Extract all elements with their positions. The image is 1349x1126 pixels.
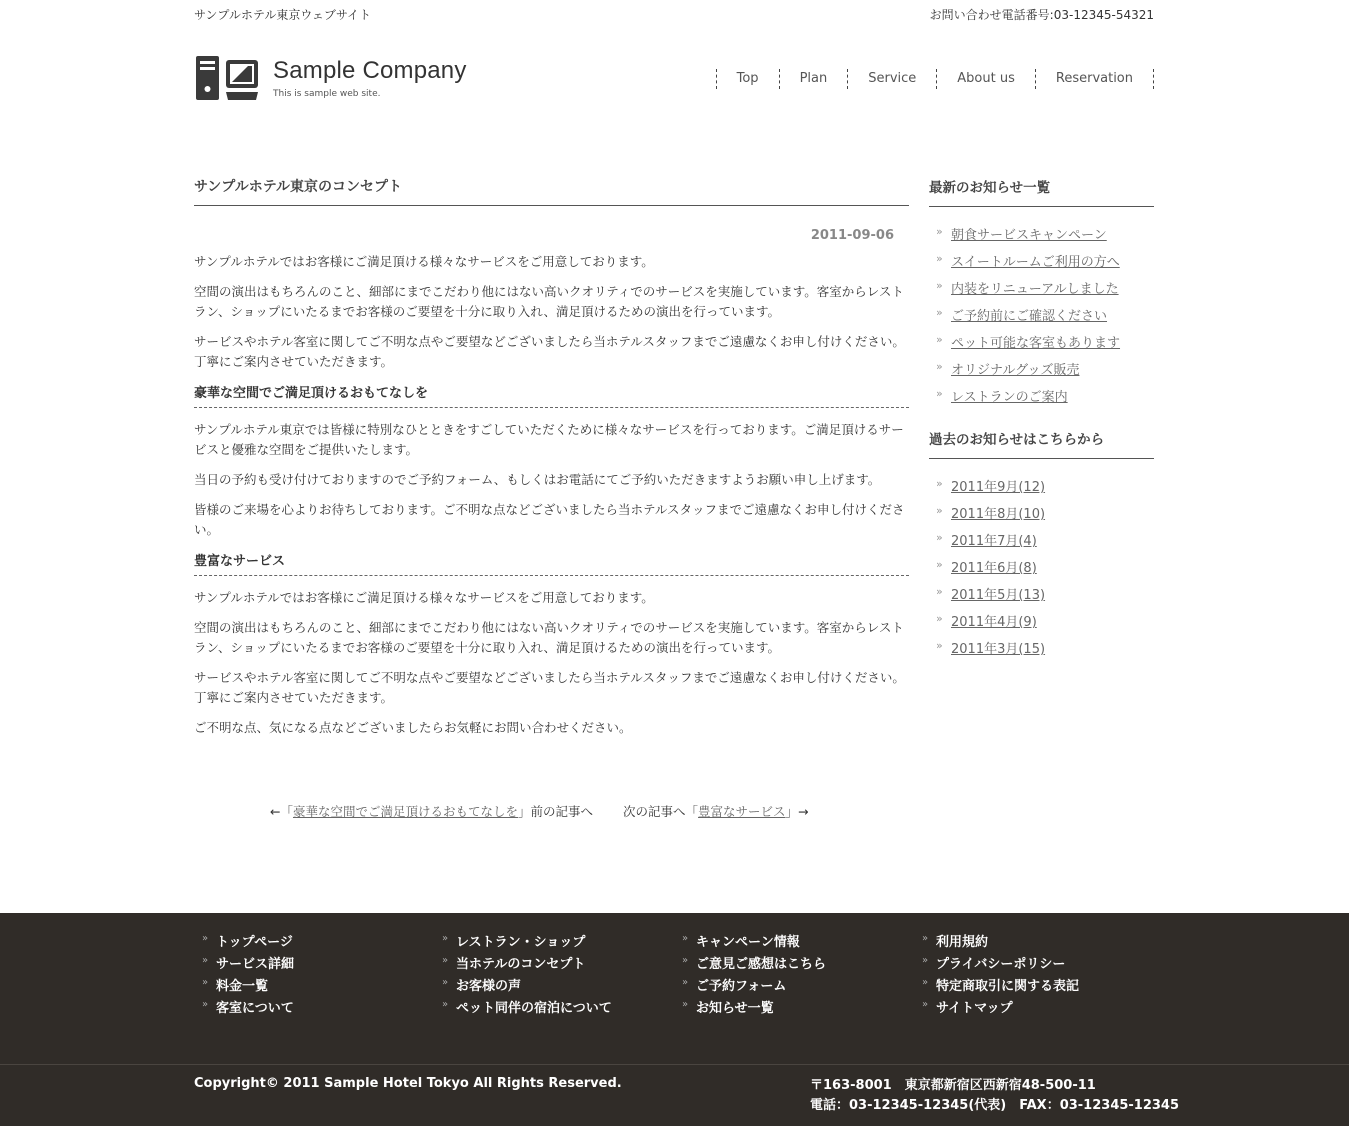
contact-numbers: 電話：03-12345-12345(代表) FAX：03-12345-12345 bbox=[810, 1098, 1180, 1113]
chevron-right-icon: » bbox=[936, 333, 943, 346]
chevron-right-icon: » bbox=[682, 977, 689, 988]
footer-link[interactable]: キャンペーン情報 bbox=[696, 935, 800, 950]
footer-link[interactable]: 客室について bbox=[216, 1001, 294, 1016]
footer-link[interactable]: ご予約フォーム bbox=[696, 979, 787, 994]
chevron-right-icon: » bbox=[936, 279, 943, 292]
footer-link[interactable]: 利用規約 bbox=[936, 935, 989, 950]
list-item bbox=[929, 224, 1154, 251]
paragraph: サービスやホテル客室に関してご不明な点やご要望などございましたら当ホテルスタッフまでご遠慮なくお申し付けください。丁寧にご案内させていただきます。 bbox=[194, 334, 905, 369]
post-navigation bbox=[270, 802, 809, 820]
footer-link[interactable]: ペット同伴の宿泊について bbox=[456, 1001, 612, 1016]
prev-post-link[interactable]: 豪華な空間でご満足頂けるおもてなしを bbox=[292, 804, 518, 819]
footer-link[interactable]: 特定商取引に関する表記 bbox=[936, 979, 1080, 994]
chevron-right-icon: » bbox=[202, 955, 209, 966]
archive-link[interactable]: 2011年3月(15) bbox=[951, 642, 1046, 657]
list-item bbox=[929, 386, 1154, 413]
chevron-right-icon: » bbox=[442, 977, 449, 988]
list-item bbox=[929, 278, 1154, 305]
chevron-right-icon: » bbox=[442, 933, 449, 944]
list-item bbox=[929, 530, 1154, 557]
footer-link[interactable]: サイトマップ bbox=[936, 1001, 1013, 1016]
chevron-right-icon: » bbox=[936, 306, 943, 319]
archive-link[interactable]: 2011年7月(4) bbox=[951, 534, 1037, 549]
chevron-right-icon: » bbox=[682, 999, 689, 1010]
news-link[interactable]: ペット可能な客室もあります bbox=[951, 336, 1121, 351]
list-item bbox=[929, 557, 1154, 584]
paragraph: サンプルホテルではお客様にご満足頂ける様々なサービスをご用意しております。 bbox=[194, 254, 654, 269]
nav-service[interactable]: Service bbox=[848, 69, 937, 89]
site-tagline: サンプルホテル東京ウェブサイト bbox=[194, 8, 372, 22]
chevron-right-icon: » bbox=[922, 933, 929, 944]
sidebar bbox=[929, 176, 1154, 665]
list-item bbox=[929, 638, 1154, 665]
footer-link[interactable]: サービス詳細 bbox=[216, 957, 295, 972]
article-intro bbox=[194, 252, 909, 372]
chevron-right-icon: » bbox=[936, 558, 943, 571]
chevron-right-icon: » bbox=[936, 585, 943, 598]
news-link[interactable]: ご予約前にご確認ください bbox=[951, 309, 1108, 324]
news-link[interactable]: オリジナルグッズ販売 bbox=[951, 363, 1080, 378]
paragraph: 空間の演出はもちろんのこと、細部にまでこだわり他にはない高いクオリティでのサービスを実施しています。客室からレストラン、ショップにいたるまでお客様のご要望を十分に取り入れ、満足頂けるための演出を行っています。 bbox=[194, 620, 904, 655]
footer-link[interactable]: お知らせ一覧 bbox=[696, 1001, 774, 1016]
next-suffix: 」→ bbox=[785, 804, 809, 819]
list-item bbox=[929, 251, 1154, 278]
nav-reservation[interactable]: Reservation bbox=[1036, 69, 1154, 89]
footer-link[interactable]: トップページ bbox=[216, 935, 293, 950]
contact-phone: お問い合わせ電話番号:03-12345-54321 bbox=[929, 8, 1154, 22]
prev-prefix: ←「 bbox=[270, 804, 293, 819]
site-logo[interactable] bbox=[194, 55, 474, 105]
footer-divider bbox=[0, 1064, 1349, 1065]
chevron-right-icon: » bbox=[936, 477, 943, 490]
chevron-right-icon: » bbox=[202, 977, 209, 988]
news-link[interactable]: 朝食サービスキャンペーン bbox=[951, 228, 1107, 243]
paragraph: 皆様のご来場を心よりお待ちしております。ご不明な点などございましたら当ホテルスタッフまでご遠慮なくお申し付けください。 bbox=[194, 502, 905, 537]
address: 〒163-8001 東京都新宿区西新宿48-500-11 bbox=[810, 1078, 1096, 1093]
site-footer bbox=[0, 913, 1349, 1126]
prev-suffix: 」前の記事へ bbox=[518, 804, 594, 819]
chevron-right-icon: » bbox=[936, 504, 943, 517]
footer-link[interactable]: お客様の声 bbox=[456, 979, 522, 994]
paragraph: サンプルホテル東京では皆様に特別なひとときをすごしていただくために様々なサービスを行っております。ご満足頂けるサービスと優雅な空間をご提供いたします。 bbox=[194, 422, 904, 457]
chevron-right-icon: » bbox=[936, 639, 943, 652]
list-item bbox=[929, 611, 1154, 638]
next-prefix: 次の記事へ「 bbox=[623, 804, 699, 819]
next-post-link[interactable]: 豊富なサービス bbox=[698, 804, 786, 819]
page-title: サンプルホテル東京のコンセプト bbox=[194, 176, 909, 206]
footer-address-block bbox=[810, 1076, 1179, 1116]
list-item bbox=[929, 332, 1154, 359]
paragraph: サービスやホテル客室に関してご不明な点やご要望などございましたら当ホテルスタッフまでご遠慮なくお申し付けください。丁寧にご案内させていただきます。 bbox=[194, 670, 905, 705]
chevron-right-icon: » bbox=[682, 933, 689, 944]
global-nav bbox=[716, 69, 1154, 89]
chevron-right-icon: » bbox=[936, 360, 943, 373]
archive-link[interactable]: 2011年8月(10) bbox=[951, 507, 1046, 522]
chevron-right-icon: » bbox=[936, 387, 943, 400]
section-heading: 豪華な空間でご満足頂けるおもてなしを bbox=[194, 382, 909, 408]
post-date: 2011-09-06 bbox=[810, 228, 894, 243]
news-link[interactable]: 内装をリニューアルしました bbox=[951, 282, 1119, 297]
paragraph: サンプルホテルではお客様にご満足頂ける様々なサービスをご用意しております。 bbox=[194, 590, 654, 605]
footer-link[interactable]: プライバシーポリシー bbox=[936, 957, 1066, 972]
logo-computer-icon bbox=[196, 56, 258, 100]
paragraph: 空間の演出はもちろんのこと、細部にまでこだわり他にはない高いクオリティでのサービスを実施しています。客室からレストラン、ショップにいたるまでお客様のご要望を十分に取り入れ、満足頂けるための演出を行っています。 bbox=[194, 284, 904, 319]
chevron-right-icon: » bbox=[936, 225, 943, 238]
logo-subtitle: This is sample web site. bbox=[273, 89, 381, 99]
footer-link[interactable]: レストラン・ショップ bbox=[456, 935, 586, 950]
chevron-right-icon: » bbox=[202, 933, 209, 944]
chevron-right-icon: » bbox=[936, 252, 943, 265]
list-item bbox=[929, 503, 1154, 530]
news-link[interactable]: レストランのご案内 bbox=[951, 390, 1068, 405]
nav-plan[interactable]: Plan bbox=[780, 69, 849, 89]
archive-link[interactable]: 2011年6月(8) bbox=[951, 561, 1037, 576]
archive-list bbox=[929, 476, 1154, 665]
section-heading: 豊富なサービス bbox=[194, 550, 909, 576]
footer-link[interactable]: ご意見ご感想はこちら bbox=[696, 957, 827, 972]
article bbox=[194, 176, 909, 748]
list-item bbox=[929, 584, 1154, 611]
news-list bbox=[929, 224, 1154, 413]
paragraph: 当日の予約も受け付けておりますのでご予約フォーム、もしくはお電話にてご予約いただきますようお願い申し上げます。 bbox=[194, 472, 881, 487]
archive-link[interactable]: 2011年5月(13) bbox=[951, 588, 1046, 603]
archive-link[interactable]: 2011年4月(9) bbox=[951, 615, 1037, 630]
list-item bbox=[929, 359, 1154, 386]
list-item bbox=[929, 476, 1154, 503]
chevron-right-icon: » bbox=[922, 999, 929, 1010]
chevron-right-icon: » bbox=[922, 955, 929, 966]
logo-name: Sample Company bbox=[273, 57, 467, 84]
paragraph: ご不明な点、気になる点などございましたらお気軽にお問い合わせください。 bbox=[194, 720, 632, 735]
chevron-right-icon: » bbox=[442, 955, 449, 966]
footer-link[interactable]: 当ホテルのコンセプト bbox=[456, 957, 586, 972]
news-heading: 最新のお知らせ一覧 bbox=[929, 176, 1154, 207]
chevron-right-icon: » bbox=[936, 612, 943, 625]
chevron-right-icon: » bbox=[936, 531, 943, 544]
chevron-right-icon: » bbox=[922, 977, 929, 988]
footer-link[interactable]: 料金一覧 bbox=[216, 979, 269, 994]
chevron-right-icon: » bbox=[682, 955, 689, 966]
chevron-right-icon: » bbox=[202, 999, 209, 1010]
archive-heading: 過去のお知らせはこちらから bbox=[929, 428, 1154, 459]
nav-about-us[interactable]: About us bbox=[937, 69, 1036, 89]
copyright: Copyright© 2011 Sample Hotel Tokyo All Rights Reserved. bbox=[194, 1076, 622, 1091]
chevron-right-icon: » bbox=[442, 999, 449, 1010]
nav-top[interactable]: Top bbox=[717, 69, 780, 89]
news-link[interactable]: スイートルームご利用の方へ bbox=[951, 255, 1120, 270]
archive-link[interactable]: 2011年9月(12) bbox=[951, 480, 1046, 495]
list-item bbox=[929, 305, 1154, 332]
